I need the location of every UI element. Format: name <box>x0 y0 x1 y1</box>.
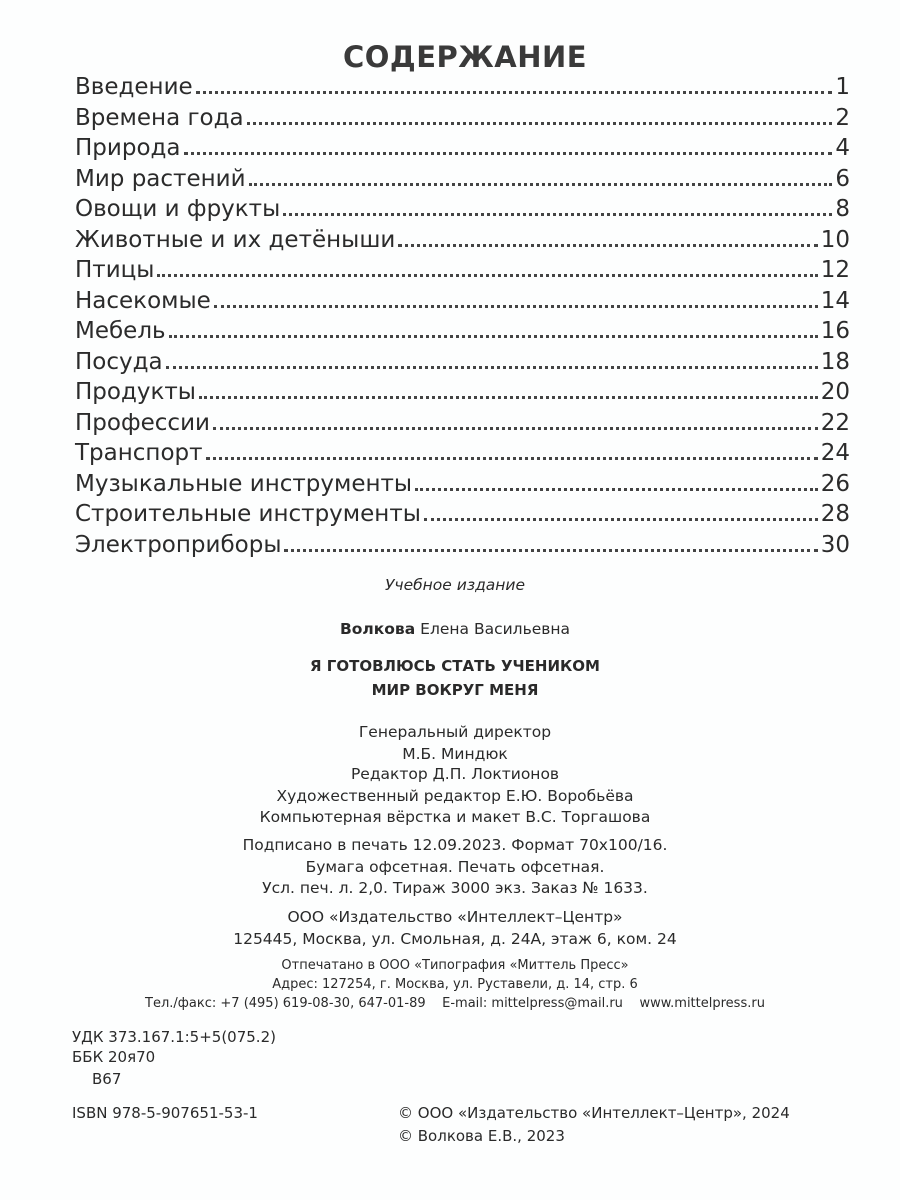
dot-leader <box>247 122 833 125</box>
toc-entry <box>75 166 850 197</box>
credit-line: Компьютерная вёрстка и макет В.С. Торгашова <box>259 808 651 826</box>
toc-entry-page: 24 <box>820 440 850 466</box>
credit-line: М.Б. Миндюк <box>402 745 508 763</box>
toc-entry-page: 12 <box>820 257 850 283</box>
dot-leader <box>214 305 818 308</box>
dot-leader <box>169 335 818 338</box>
toc-entry-title: Профессии <box>75 409 210 436</box>
toc-entry <box>75 410 850 441</box>
author-name: Елена Васильевна <box>420 620 571 638</box>
toc-entry <box>75 105 850 136</box>
dot-leader <box>424 518 818 521</box>
toc-entry-page: 18 <box>820 348 850 375</box>
publisher-line: 125445, Москва, ул. Смольная, д. 24А, этаж 6, ком. 24 <box>233 930 677 948</box>
printer-contacts: Тел./факс: +7 (495) 619-08-30, 647-01-89 E-mail: mittelpress@mail.ru www.mittelpress.ru <box>145 996 765 1011</box>
toc-entry-title: Природа <box>75 135 181 161</box>
toc-entry <box>75 135 850 166</box>
copyright-publisher: © ООО «Издательство «Интеллект–Центр», 2024 <box>398 1104 790 1122</box>
toc-entry <box>75 349 850 380</box>
dot-leader <box>206 457 818 460</box>
printer-line: Отпечатано в ООО «Типография «Миттель Пресс» <box>281 958 629 973</box>
toc-entry-page: 2 <box>835 104 850 131</box>
dot-leader <box>249 183 833 186</box>
dot-leader <box>213 427 818 430</box>
dot-leader <box>284 549 817 552</box>
toc-entry-page: 1 <box>835 74 850 100</box>
toc-entry-page: 10 <box>820 226 850 253</box>
toc-entry <box>75 440 850 471</box>
book-title-2: МИР ВОКРУГ МЕНЯ <box>371 681 539 699</box>
toc-entry <box>75 227 850 258</box>
dot-leader <box>166 366 818 369</box>
dot-leader <box>199 396 818 399</box>
dot-leader <box>157 274 817 277</box>
toc-entry <box>75 196 850 227</box>
toc-entry-title: Птицы <box>75 257 155 283</box>
toc-entry-page: 30 <box>820 531 850 558</box>
print-info-line: Бумага офсетная. Печать офсетная. <box>305 858 605 876</box>
credit-line: Редактор Д.П. Локтионов <box>350 765 560 783</box>
copyright-author: © Волкова Е.В., 2023 <box>398 1127 565 1145</box>
toc-entry <box>75 74 850 105</box>
toc-entry-title: Времена года <box>75 104 244 131</box>
toc-entry <box>75 532 850 563</box>
print-info-line: Подписано в печать 12.09.2023. Формат 70x100/16. <box>242 836 668 854</box>
toc-entry-title: Музыкальные инструменты <box>75 470 413 497</box>
toc-entry-title: Мебель <box>75 318 166 344</box>
table-of-contents <box>75 74 850 562</box>
toc-entry-title: Введение <box>75 74 193 100</box>
toc-entry-page: 4 <box>835 135 850 161</box>
toc-entry-page: 20 <box>820 379 850 405</box>
toc-entry-title: Животные и их детёныши <box>75 226 396 253</box>
toc-entry-title: Насекомые <box>75 287 211 314</box>
toc-entry-title: Посуда <box>75 348 163 375</box>
toc-entry <box>75 379 850 410</box>
dot-leader <box>283 213 832 216</box>
bbk: ББК 20я70 <box>72 1048 156 1066</box>
dot-leader <box>196 91 833 94</box>
udk: УДК 373.167.1:5+5(075.2) <box>72 1028 276 1046</box>
toc-entry <box>75 257 850 288</box>
toc-entry-page: 8 <box>835 196 850 222</box>
toc-entry-page: 6 <box>835 165 850 192</box>
toc-entry-page: 22 <box>820 409 850 436</box>
dot-leader <box>184 152 833 155</box>
print-info-line: Усл. печ. л. 2,0. Тираж 3000 экз. Заказ № 1633. <box>262 879 648 897</box>
toc-entry-title: Транспорт <box>75 440 203 466</box>
edition-type: Учебное издание <box>384 576 526 594</box>
author-surname: Волкова <box>339 620 416 638</box>
toc-entry <box>75 288 850 319</box>
publisher-line: ООО «Издательство «Интеллект–Центр» <box>287 908 623 926</box>
toc-entry-page: 26 <box>820 470 850 497</box>
dot-leader <box>415 488 818 491</box>
toc-entry-title: Электроприборы <box>75 531 282 558</box>
printer-line: Адрес: 127254, г. Москва, ул. Руставели, д. 14, стр. 6 <box>272 977 638 992</box>
toc-entry-title: Овощи и фрукты <box>75 196 281 222</box>
author <box>0 620 900 638</box>
toc-entry-title: Мир растений <box>75 165 246 192</box>
toc-entry-page: 14 <box>820 287 850 314</box>
toc-entry-title: Продукты <box>75 379 196 405</box>
toc-entry-page: 16 <box>820 318 850 344</box>
toc-entry <box>75 318 850 349</box>
publisher-code: В67 <box>92 1070 122 1088</box>
dot-leader <box>398 244 817 247</box>
toc-entry <box>75 501 850 532</box>
credit-line: Генеральный директор <box>358 723 552 741</box>
toc-title: СОДЕРЖАНИЕ <box>342 40 588 74</box>
credit-line: Художественный редактор Е.Ю. Воробьёва <box>276 787 634 805</box>
toc-entry-page: 28 <box>820 501 850 527</box>
toc-entry-title: Строительные инструменты <box>75 501 421 527</box>
toc-entry <box>75 471 850 502</box>
isbn: ISBN 978-5-907651-53-1 <box>72 1104 258 1122</box>
book-title-1: Я ГОТОВЛЮСЬ СТАТЬ УЧЕНИКОМ <box>310 657 600 675</box>
